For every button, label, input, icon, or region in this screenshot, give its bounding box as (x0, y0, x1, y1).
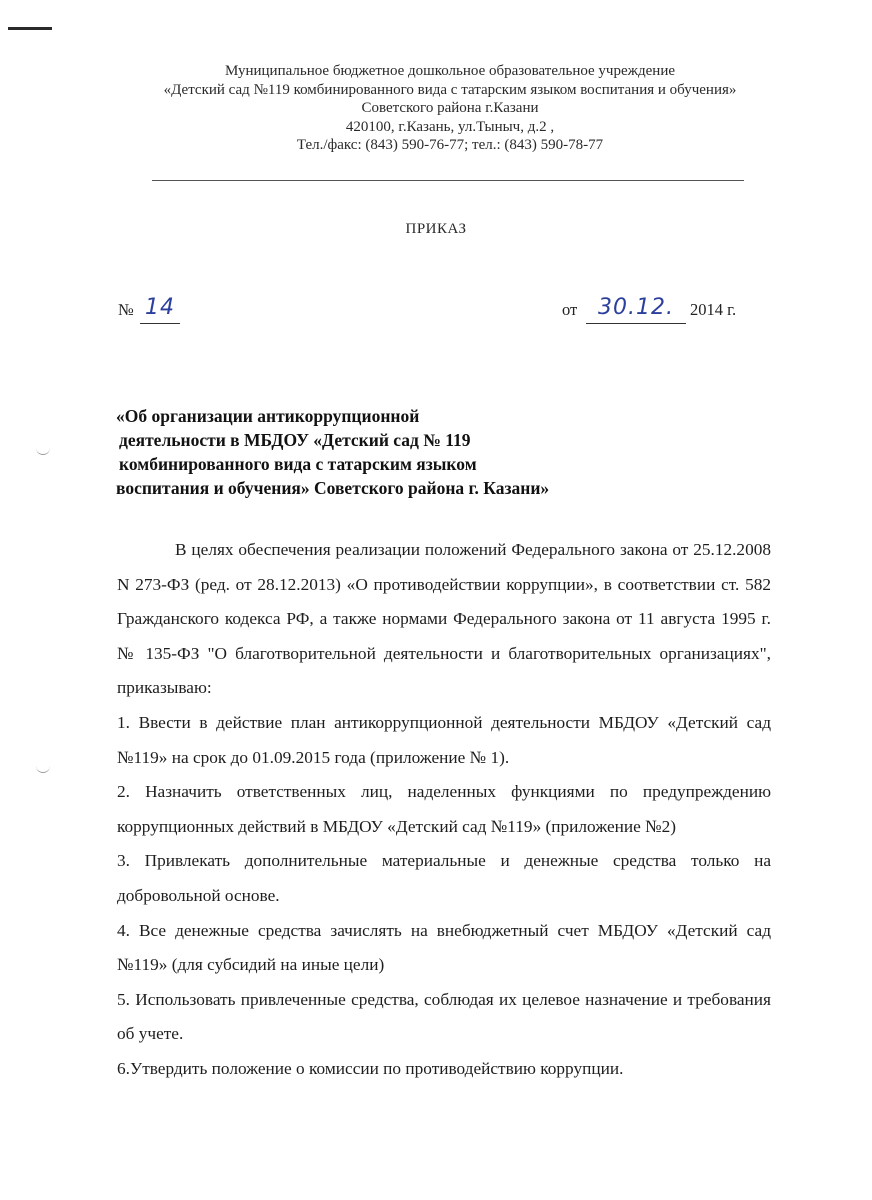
preamble-paragraph: В целях обеспечения реализации положений Федерального закона от 25.12.2008 N 273-ФЗ (ред. от 28.12.2013) «О противодействии коррупции», в соответствии ст. 582 Гражданского кодекса РФ, а также нормами Федерального закона от 11 августа 1995 г. № 135-ФЗ "О благотворительной деятельности и благотворительных организациях", приказываю: (117, 540, 771, 698)
order-date-label: от (562, 300, 578, 319)
order-item-6: 6.Утвердить положение о комиссии по противодействию коррупции. (117, 1058, 624, 1078)
order-item-5: 5. Использовать привлеченные средства, соблюдая их целевое назначение и требования об учете. (117, 989, 771, 1044)
header-divider (152, 180, 744, 181)
punch-hole-lower (36, 762, 50, 773)
order-date-handwritten: 30.12. (598, 295, 674, 320)
header-district: Советского района г.Казани (361, 100, 539, 116)
order-body (117, 533, 771, 1087)
order-number-handwritten: 14 (145, 295, 175, 320)
header-org-name: Муниципальное бюджетное дошкольное образовательное учреждение (225, 63, 675, 79)
title-line: комбинированного вида с татарским языком (119, 454, 477, 474)
title-line: деятельности в МБДОУ «Детский сад № 119 (119, 430, 471, 450)
order-title (116, 404, 549, 500)
order-item-1: 1. Ввести в действие план антикоррупционной деятельности МБДОУ «Детский сад №119» на срок до 01.09.2015 года (приложение № 1). (117, 712, 771, 767)
order-number-label: № (118, 300, 134, 319)
order-item-2: 2. Назначить ответственных лиц, наделенных функциями по предупреждению коррупционных действий в МБДОУ «Детский сад №119» (приложение №2) (117, 782, 771, 836)
order-number-field (140, 295, 180, 324)
document-type: ПРИКАЗ (405, 221, 467, 237)
title-line: «Об организации антикоррупционной (116, 406, 420, 426)
header-phones: Тел./факс: (843) 590-76-77; тел.: (843) 590-78-77 (296, 137, 604, 153)
title-line: воспитания и обучения» Советского района г. Казани» (116, 478, 550, 498)
organization-header (120, 62, 780, 155)
order-item-4: 4. Все денежные средства зачислять на внебюджетный счет МБДОУ «Детский сад №119» (для субсидий на иные цели) (117, 920, 771, 975)
punch-hole-upper (36, 444, 50, 455)
order-item-3: 3. Привлекать дополнительные материальные и денежные средства только на добровольной основе. (117, 851, 771, 905)
scan-edge-mark (8, 27, 52, 30)
order-date-field (586, 295, 686, 324)
order-year: 2014 г. (690, 300, 737, 319)
header-address: 420100, г.Казань, ул.Тыныч, д.2 , (345, 118, 555, 135)
header-org-full-name: «Детский сад №119 комбинированного вида с татарским языком воспитания и обучения» (163, 81, 737, 98)
